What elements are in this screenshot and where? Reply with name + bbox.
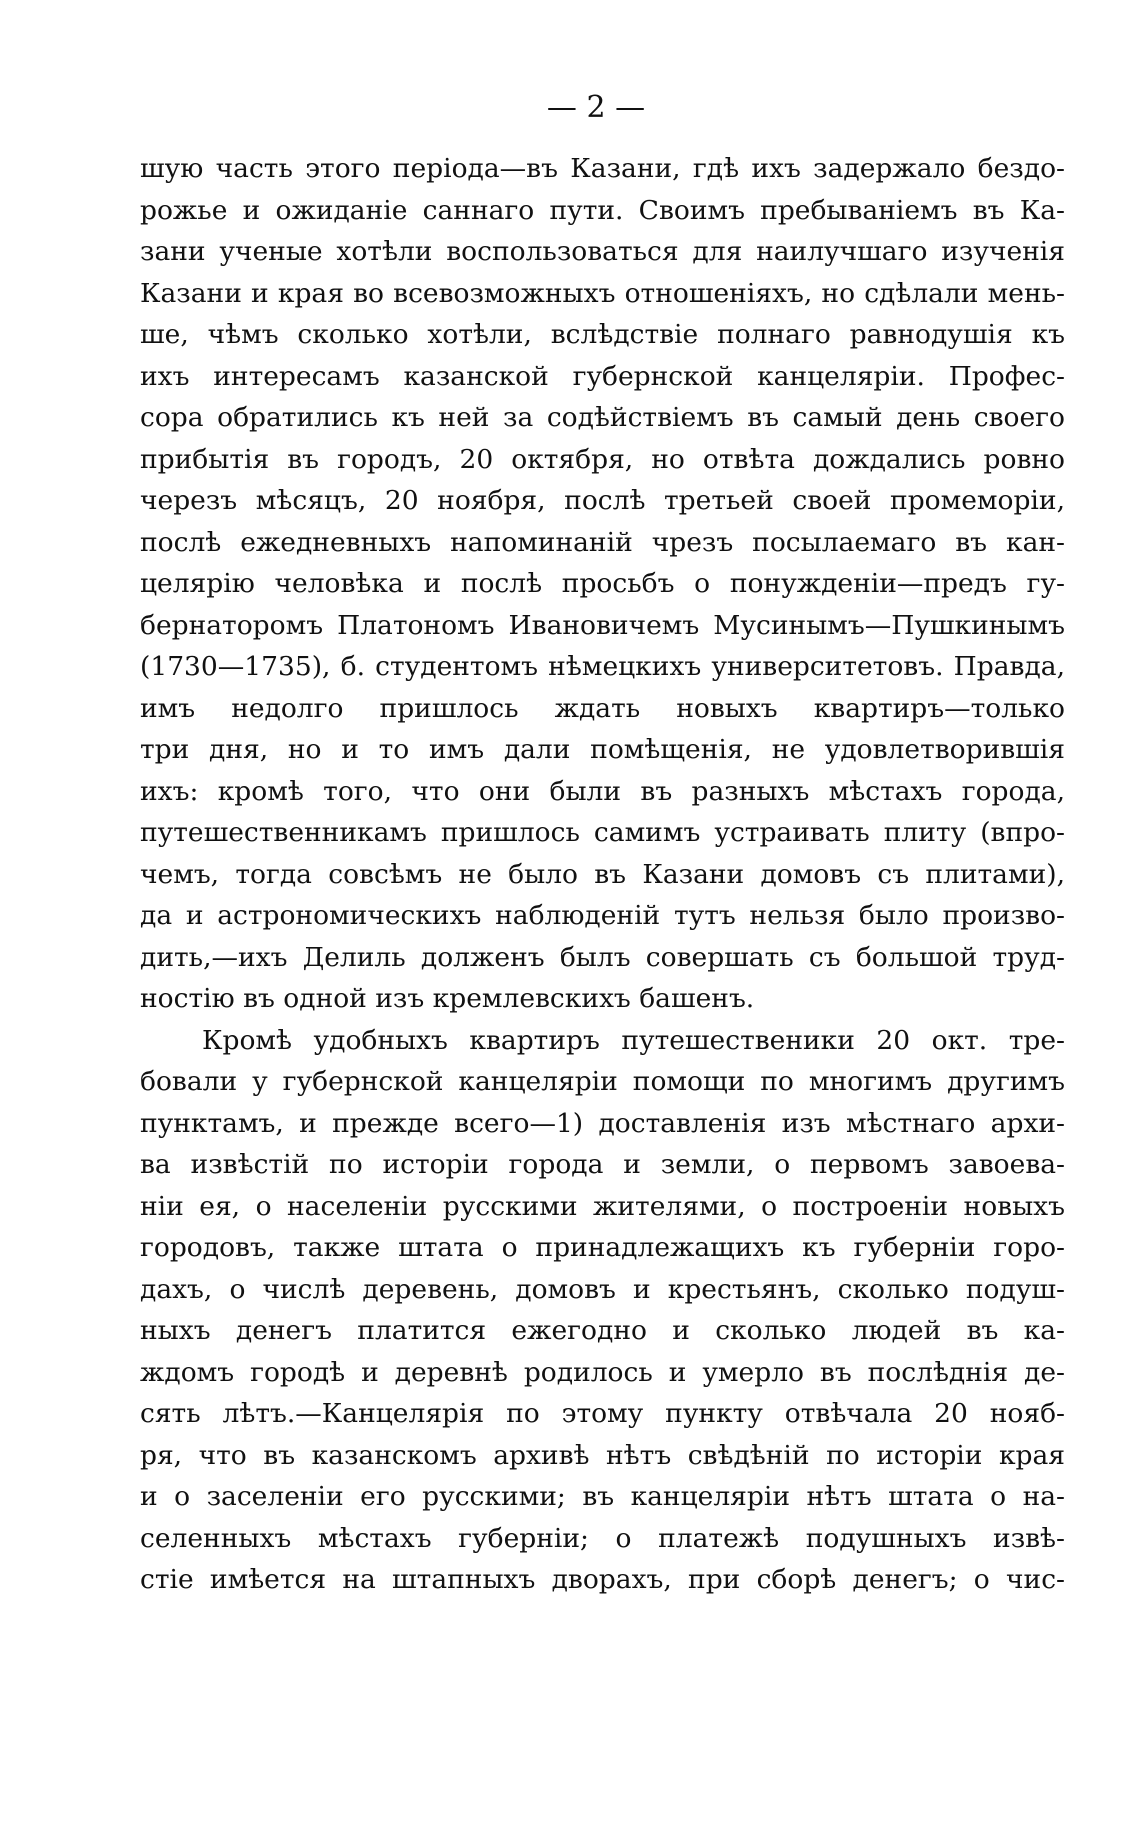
text-line: три дня, но и то имъ дали помѣщенія, не удовлетворившія [140,734,1065,765]
text-line: сять лѣтъ.—Канцелярія по этому пункту отвѣчала 20 нояб- [140,1398,1065,1429]
text-line: Кромѣ удобныхъ квартиръ путешественики 20 окт. тре- [202,1024,1065,1056]
text-line: ихъ: кромѣ того, что они были въ разныхъ мѣстахъ города, [140,775,1065,807]
text-line: прибытія въ городъ, 20 октября, но отвѣта дождались ровно [140,443,1065,475]
text-line: стіе имѣется на штапныхъ дворахъ, при сборѣ денегъ; о чис- [140,1564,1065,1595]
page-number: — 2 — [546,90,646,125]
text-line: ждомъ городѣ и деревнѣ родилось и умерло въ послѣднія де- [140,1356,1065,1388]
text-line: пунктамъ, и прежде всего—1) доставленія изъ мѣстнаго архи- [140,1107,1065,1139]
text-line: и о заселеніи его русскими; въ канцеляріи нѣтъ штата о на- [140,1481,1065,1512]
text-line: бовали у губернской канцеляріи помощи по многимъ другимъ [140,1066,1065,1097]
text-line: сора обратились къ ней за содѣйствіемъ въ самый день своего [140,402,1065,433]
text-line: ихъ интересамъ казанской губернской канцеляріи. Профес- [140,360,1065,392]
text-line: целярію человѣка и послѣ просьбъ о понужденіи—предъ гу- [140,568,1065,599]
text-line: путешественникамъ пришлось самимъ устраивать плиту (впро- [140,817,1065,848]
text-line: ностію въ одной изъ кремлевскихъ башенъ. [140,983,755,1014]
text-line: городовъ, также штата о принадлежащихъ къ губерніи горо- [140,1232,1065,1263]
text-line: ше, чѣмъ сколько хотѣли, вслѣдствіе полнаго равнодушія къ [140,319,1065,350]
text-line: черезъ мѣсяцъ, 20 ноября, послѣ третьей своей промеморіи, [140,485,1065,516]
text-line: зани ученые хотѣли воспользоваться для наилучшаго изученія [140,236,1065,267]
paragraph-1 [140,148,1065,1020]
text-line: (1730—1735), б. студентомъ нѣмецкихъ университетовъ. Правда, [140,651,1065,682]
text-line: ніи ея, о населеніи русскими жителями, о построеніи новыхъ [140,1190,1065,1222]
paragraph-2 [140,1020,1065,1601]
text-line: имъ недолго пришлось ждать новыхъ квартиръ—только [140,692,1065,724]
text-line: Казани и края во всевозможныхъ отношеніяхъ, но сдѣлали мень- [140,277,1065,309]
text-line: рожье и ожиданіе саннаго пути. Своимъ пребываніемъ въ Ка- [140,194,1065,226]
text-line: бернаторомъ Платономъ Ивановичемъ Мусинымъ—Пушкинымъ [140,609,1065,641]
text-line: шую часть этого періода—въ Казани, гдѣ ихъ задержало бездо- [140,153,1065,184]
text-line: дить,—ихъ Делиль долженъ былъ совершать съ большой труд- [140,941,1065,973]
text-line: чемъ, тогда совсѣмъ не было въ Казани домовъ съ плитами), [140,858,1065,890]
text-line: ва извѣстій по исторіи города и земли, о первомъ завоева- [140,1149,1065,1180]
body-text [140,148,1065,1601]
text-line: селенныхъ мѣстахъ губерніи; о платежѣ подушныхъ извѣ- [140,1522,1065,1554]
text-line: ныхъ денегъ платится ежегодно и сколько людей въ ка- [140,1315,1065,1346]
text-line: ря, что въ казанскомъ архивѣ нѣтъ свѣдѣній по исторіи края [140,1439,1065,1471]
text-line: дахъ, о числѣ деревень, домовъ и крестьянъ, сколько подуш- [140,1273,1065,1305]
text-line: да и астрономическихъ наблюденій тутъ нельзя было произво- [140,900,1065,931]
text-line: послѣ ежедневныхъ напоминаній чрезъ посылаемаго въ кан- [140,526,1065,558]
